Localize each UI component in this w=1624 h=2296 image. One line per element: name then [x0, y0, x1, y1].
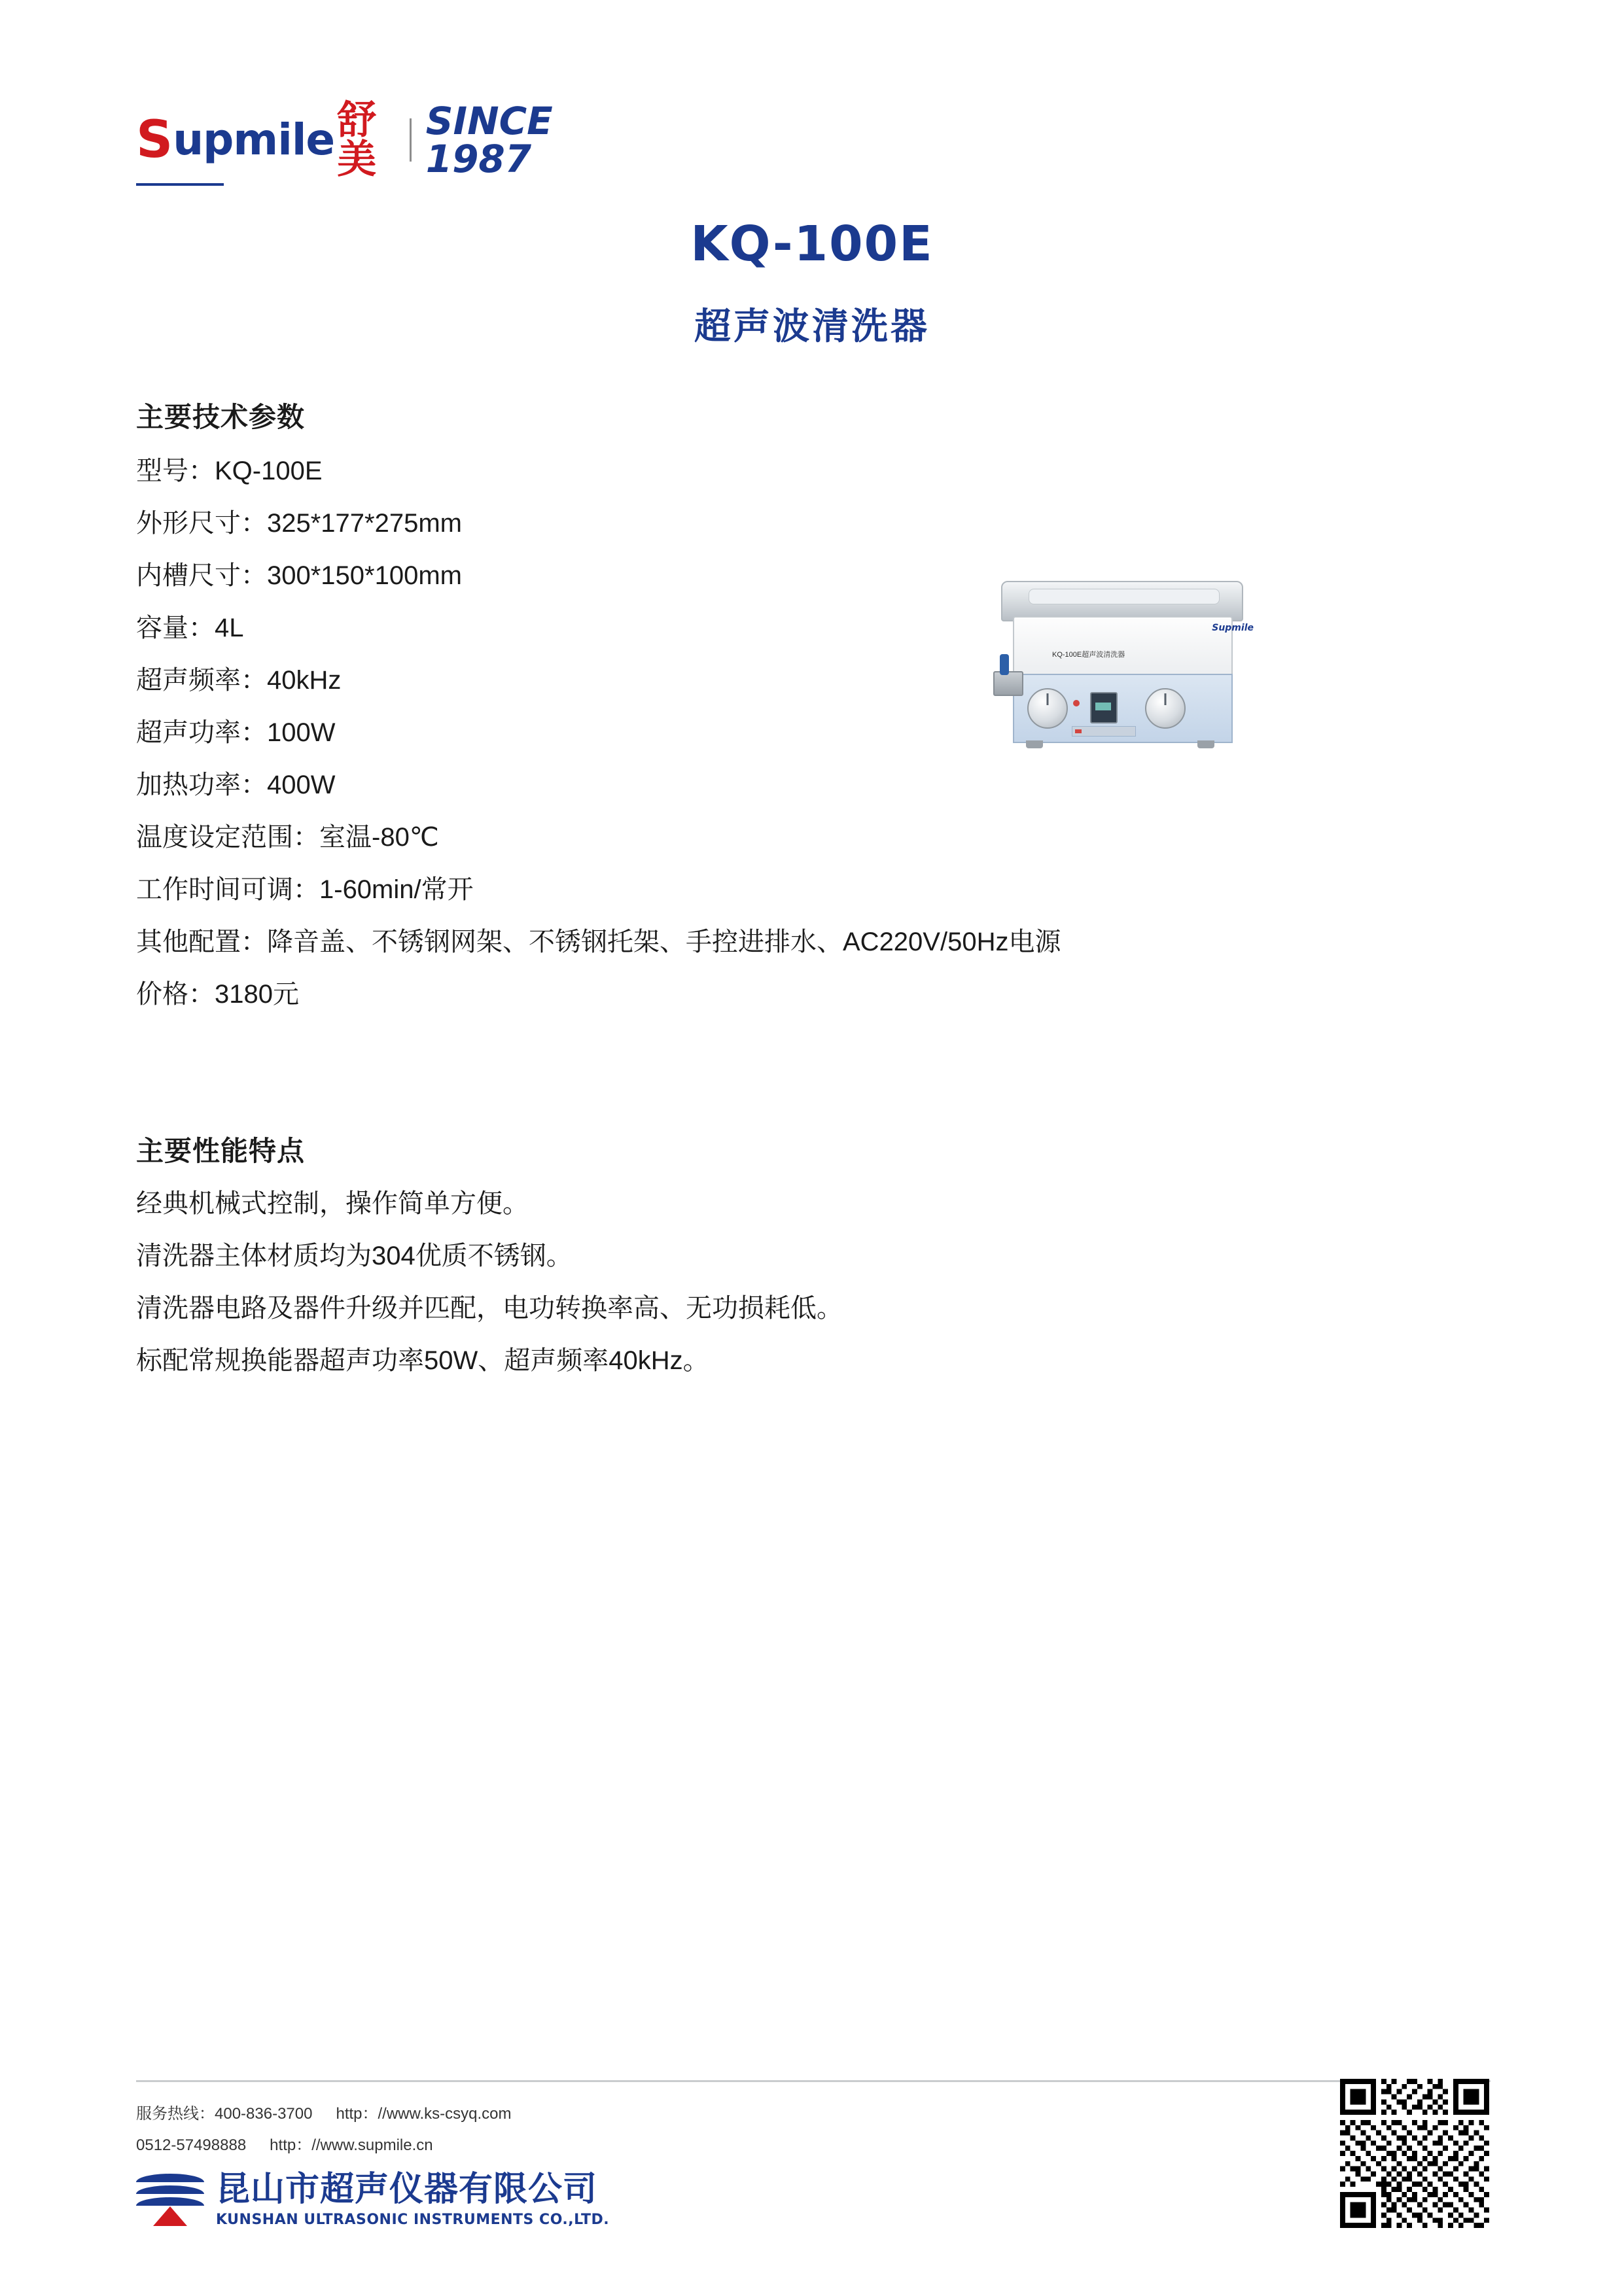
product-foot — [1026, 740, 1043, 748]
spec-section-heading: 主要技术参数 — [136, 402, 306, 432]
wave-icon — [136, 2197, 204, 2206]
qr-code-graphic — [1340, 2079, 1489, 2228]
logo-s-mark: S — [136, 111, 172, 169]
spec-item: 容量：4L — [136, 614, 244, 642]
website2-label: http： — [270, 2136, 312, 2154]
product-drain-valve — [993, 671, 1023, 696]
hotline-label: 服务热线： — [136, 2105, 215, 2123]
qr-code — [1340, 2079, 1489, 2228]
company-signature — [136, 2172, 609, 2228]
logo-chinese-name: 舒美 — [337, 98, 377, 181]
product-temperature-knob — [1145, 688, 1186, 729]
spec-item: 型号：KQ-100E — [136, 457, 323, 485]
spec-item: 超声频率：40kHz — [136, 666, 342, 695]
logo-underline — [136, 183, 224, 186]
spec-item: 温度设定范围：室温-80℃ — [136, 823, 439, 852]
page-title: KQ-100E — [690, 216, 934, 272]
website1-value[interactable]: //www.ks-csyq.com — [378, 2105, 512, 2123]
product-panel-label: KQ-100E超声波清洗器 — [1052, 651, 1125, 659]
brand-logo — [136, 98, 607, 188]
footer-divider — [136, 2080, 1491, 2082]
product-lid — [1001, 581, 1243, 621]
triangle-icon — [153, 2206, 187, 2226]
product-foot — [1197, 740, 1214, 748]
product-valve-handle — [1000, 654, 1009, 675]
phone-value: 0512-57498888 — [136, 2136, 247, 2154]
product-display — [1090, 692, 1118, 723]
footer-phone-line — [136, 2130, 1052, 2161]
product-timer-knob — [1027, 688, 1068, 729]
wave-icon — [136, 2185, 204, 2194]
page-subtitle: 超声波清洗器 — [694, 305, 930, 347]
feature-item: 经典机械式控制，操作简单方便。 — [136, 1189, 529, 1218]
company-name-cn: 昆山市超声仪器有限公司 — [216, 2170, 598, 2208]
logo-wordmark: upmile — [173, 114, 335, 165]
company-name-en: KUNSHAN ULTRASONIC INSTRUMENTS CO.,LTD. — [216, 2211, 610, 2228]
company-logo-icon — [136, 2172, 204, 2227]
spec-item: 外形尺寸：325*177*275mm — [136, 509, 462, 538]
spec-item: 内槽尺寸：300*150*100mm — [136, 561, 462, 590]
footer-hotline-line — [136, 2098, 1052, 2130]
footer-contact — [136, 2098, 1052, 2161]
spec-item: 其他配置：降音盖、不锈钢网架、不锈钢托架、手控进排水、AC220V/50Hz电源 — [136, 928, 1061, 956]
logo-row — [136, 98, 607, 181]
product-nameplate — [1072, 726, 1136, 737]
feature-list — [136, 1177, 1445, 1387]
hotline-value: 400-836-3700 — [215, 2105, 313, 2123]
product-lid-inner — [1029, 589, 1220, 604]
spec-item: 工作时间可调：1-60min/常开 — [136, 875, 474, 904]
logo-since-text: SINCE 1987 — [425, 99, 553, 181]
wave-icon — [136, 2174, 204, 2182]
product-image — [989, 576, 1264, 798]
website2-value[interactable]: //www.supmile.cn — [311, 2136, 433, 2154]
product-brand-mark: Supmile — [1212, 623, 1254, 633]
logo-divider — [410, 118, 412, 162]
spec-item: 加热功率：400W — [136, 771, 336, 799]
product-indicator-led — [1073, 700, 1080, 706]
feature-item: 标配常规换能器超声功率50W、超声频率40kHz。 — [136, 1346, 709, 1375]
company-name-block — [216, 2172, 609, 2228]
spec-item: 超声功率：100W — [136, 718, 336, 747]
feature-item: 清洗器主体材质均为304优质不锈钢。 — [136, 1242, 573, 1270]
website1-label: http： — [336, 2105, 378, 2123]
spec-item: 价格：3180元 — [136, 980, 299, 1009]
feature-section-heading: 主要性能特点 — [136, 1136, 306, 1166]
feature-item: 清洗器电路及器件升级并匹配，电功转换率高、无功损耗低。 — [136, 1294, 843, 1323]
